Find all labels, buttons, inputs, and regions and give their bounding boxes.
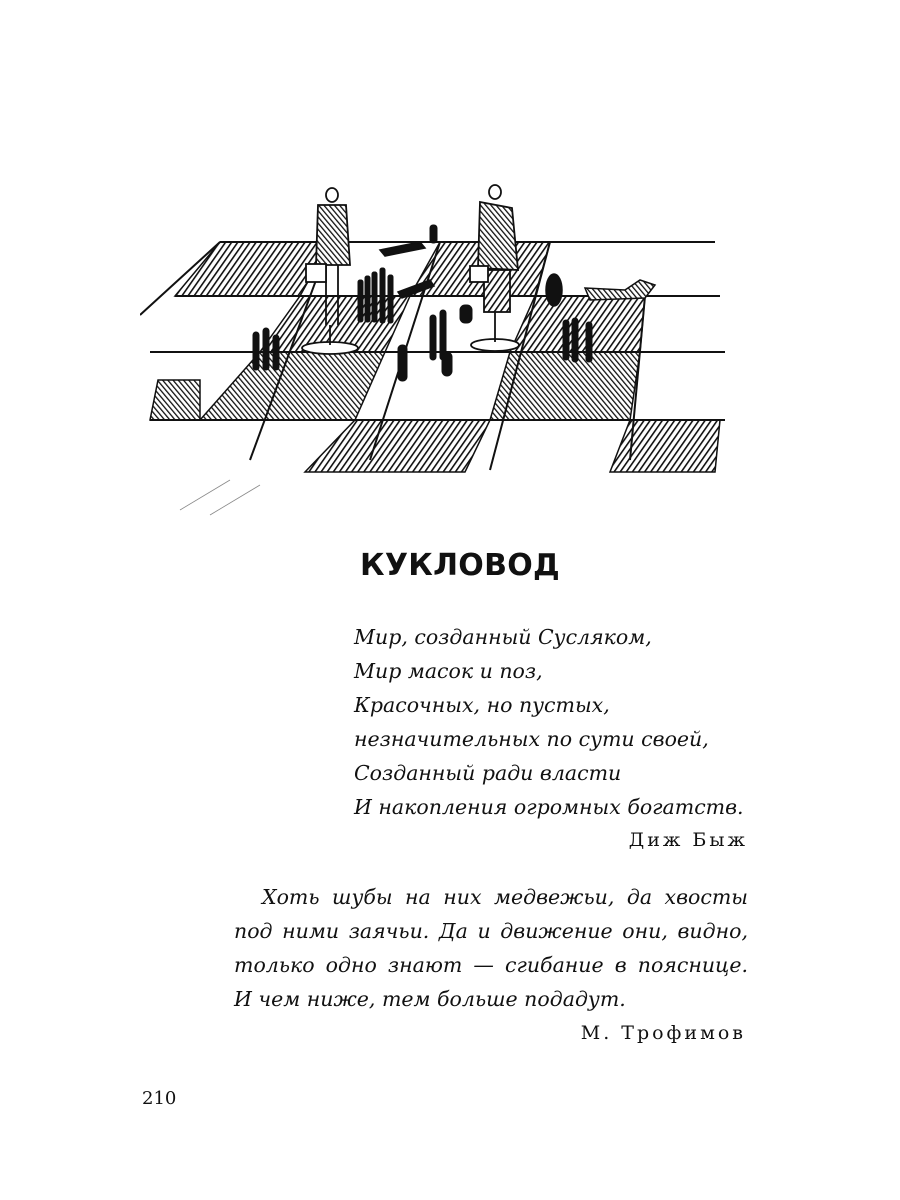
page-number: 210	[142, 1088, 177, 1109]
poem-line: И накопления огромных богатств.	[354, 795, 744, 819]
chessboard-illustration	[140, 180, 740, 530]
quote-line: под ними заячьи. Да и движение они, видно,	[234, 919, 748, 943]
quote-line: Хоть шубы на них медвежьи, да хвосты	[262, 885, 748, 909]
poem-line: Мир масок и поз,	[354, 659, 543, 683]
epigraph-author: Диж Быж	[628, 829, 748, 851]
chapter-title: КУКЛОВОД	[360, 548, 561, 583]
quote-line: только одно знают — сгибание в пояснице.	[234, 953, 748, 977]
standing-man-figure-right	[470, 185, 519, 351]
poem-line: незначительных по сути своей,	[354, 727, 709, 751]
poem-line: Созданный ради власти	[354, 761, 622, 785]
quote-author: М. Трофимов	[580, 1022, 746, 1044]
prose-quote	[234, 880, 748, 1050]
quote-line: И чем ниже, тем больше подадут.	[234, 987, 626, 1011]
sketch-strokes	[180, 480, 260, 515]
poem-line: Мир, созданный Сусляком,	[354, 625, 652, 649]
poem-line: Красочных, но пустых,	[354, 693, 610, 717]
poem-epigraph	[354, 620, 750, 857]
